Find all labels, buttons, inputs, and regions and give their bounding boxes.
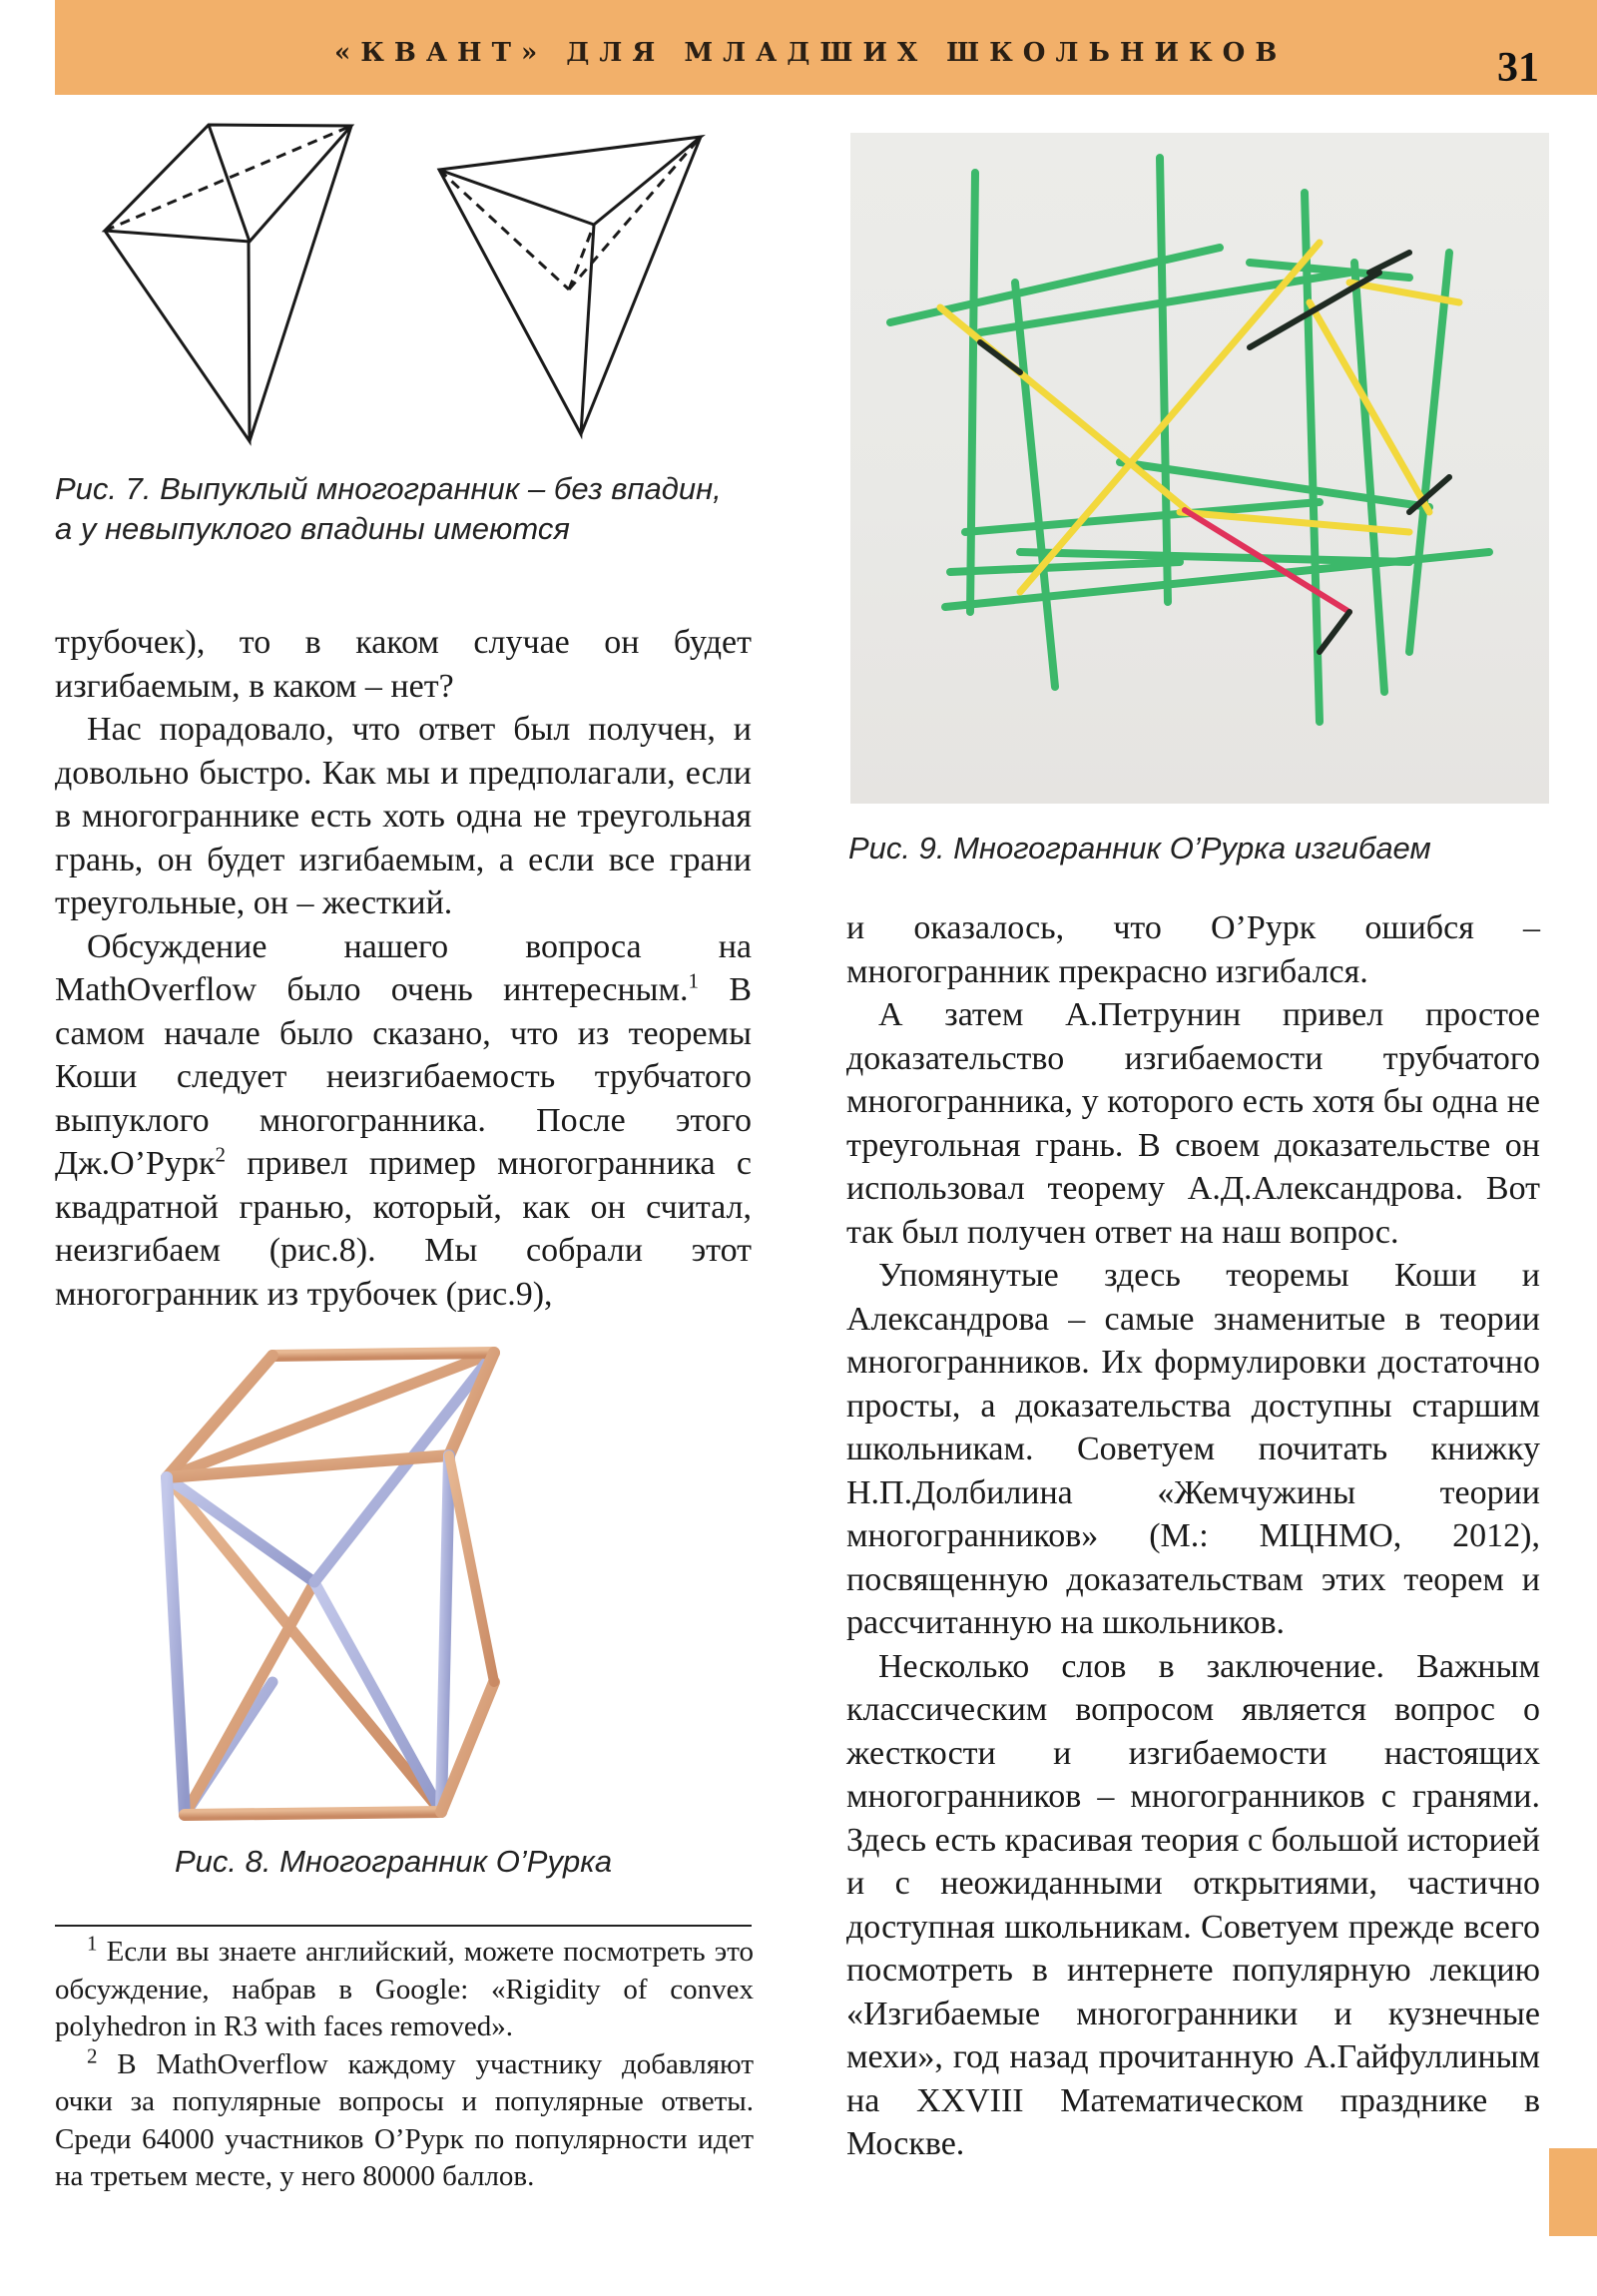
tube-model-illustration <box>850 133 1549 804</box>
paragraph: Несколько слов в заключение. Важным классическим вопросом является вопрос о жесткости и изгибаемости настоящих многогранников – многогранников с гранями. Здесь есть красивая теория с большой историей и с неожиданными открытиями, частично доступная школьникам. Советуем прежде всего посмотреть в интернете популярную лекцию «Изгибаемые многогранники и кузнечные мехи», год назад прочитанную А.Гайфуллиным на XXVIII Математическом празднике в Москве. <box>846 1647 1540 2162</box>
left-column-text <box>55 621 752 1316</box>
figure-7-caption-line: а у невыпуклого впадины имеются <box>55 511 570 546</box>
figure-8-orourke-cube <box>155 1328 674 1847</box>
page-number: 31 <box>1497 45 1539 91</box>
figure-9-photo <box>850 133 1549 804</box>
convex-polyhedron-edges <box>105 125 351 441</box>
right-column-text <box>846 906 1540 2166</box>
footnote-text: В MathOverflow каждому участнику добавляют очки за популярные вопросы и популярные ответы. Среди 64000 участников О’Рурк по популярности идет на третьем месте, у него 80000 баллов. <box>55 2047 754 2192</box>
footnote-1 <box>55 1931 754 2046</box>
nonconvex-polyhedron-hidden-edges <box>439 137 701 289</box>
footnote-text: Если вы знаете английский, можете посмотреть это обсуждение, набрав в Google: «Rigidity of convex polyhedron in R3 with faces removed». <box>55 1936 754 2042</box>
figure-7-caption-line: Рис. 7. Выпуклый многогранник – без впадин, <box>55 471 722 506</box>
footnote-ref: 2 <box>215 1142 226 1167</box>
paragraph: и оказалось, что О’Рурк ошибся – многогранник прекрасно изгибался. <box>846 909 1540 990</box>
footnote-2 <box>55 2042 754 2196</box>
figure-9-caption: Рис. 9. Многогранник О’Рурка изгибаем <box>848 831 1431 865</box>
footnotes <box>55 1931 754 2196</box>
figure-8-caption: Рис. 8. Многогранник О’Рурка <box>175 1844 613 1879</box>
page-header <box>55 0 1597 95</box>
figure-7-polyhedra-drawing <box>90 115 729 454</box>
paragraph-text: Обсуждение нашего вопроса на MathOverflow было очень интересным. <box>55 927 752 1008</box>
paragraph: трубочек), то в каком случае он будет изгибаемым, в каком – нет? <box>55 624 752 705</box>
paragraph-text: привел пример многогранника с квадратной гранью, который, как он считал, неизгибаем (рис.8). Мы собрали этот многогранник из трубочек (рис.9), <box>55 1145 752 1313</box>
page-edge-tab <box>1549 2148 1597 2236</box>
magazine-section-title: «КВАНТ» ДЛЯ МЛАДШИХ ШКОЛЬНИКОВ <box>334 38 1288 68</box>
figure-7-caption <box>55 469 774 549</box>
paragraph-text: В самом начале было сказано, что из теоремы Коши следует неизгибаемость трубчатого выпуклого многогранника. После этого Дж.О’Рурк <box>55 971 752 1182</box>
paragraph <box>55 925 752 1317</box>
paragraph: Нас порадовало, что ответ был получен, и довольно быстро. Как мы и предполагали, если в многограннике есть хоть одна не треугольная грань, он будет изгибаемым, а если все грани треугольные, он – жесткий. <box>55 711 752 921</box>
footnote-ref: 1 <box>688 968 700 993</box>
footnote-mark: 2 <box>87 2042 98 2067</box>
footnote-mark: 1 <box>87 1931 98 1956</box>
paragraph: А затем А.Петрунин привел простое доказательство изгибаемости трубчатого многогранника, у которого есть хотя бы одна не треугольная грань. В своем доказательстве он использовал теорему А.Д.Александрова. Вот так был получен ответ на наш вопрос. <box>846 996 1540 1251</box>
paragraph: Упомянутые здесь теоремы Коши и Александрова – самые знаменитые в теории многогранников. Их формулировки достаточно просты, а доказательства доступны старшим школьникам. Советуем почитать книжку Н.П.Долбилина «Жемчужины теории многогранников» (М.: МЦНМО, 2012), посвященную доказательствам этих теорем и рассчитанную на школьников. <box>846 1257 1540 1641</box>
footnote-divider <box>55 1925 752 1927</box>
